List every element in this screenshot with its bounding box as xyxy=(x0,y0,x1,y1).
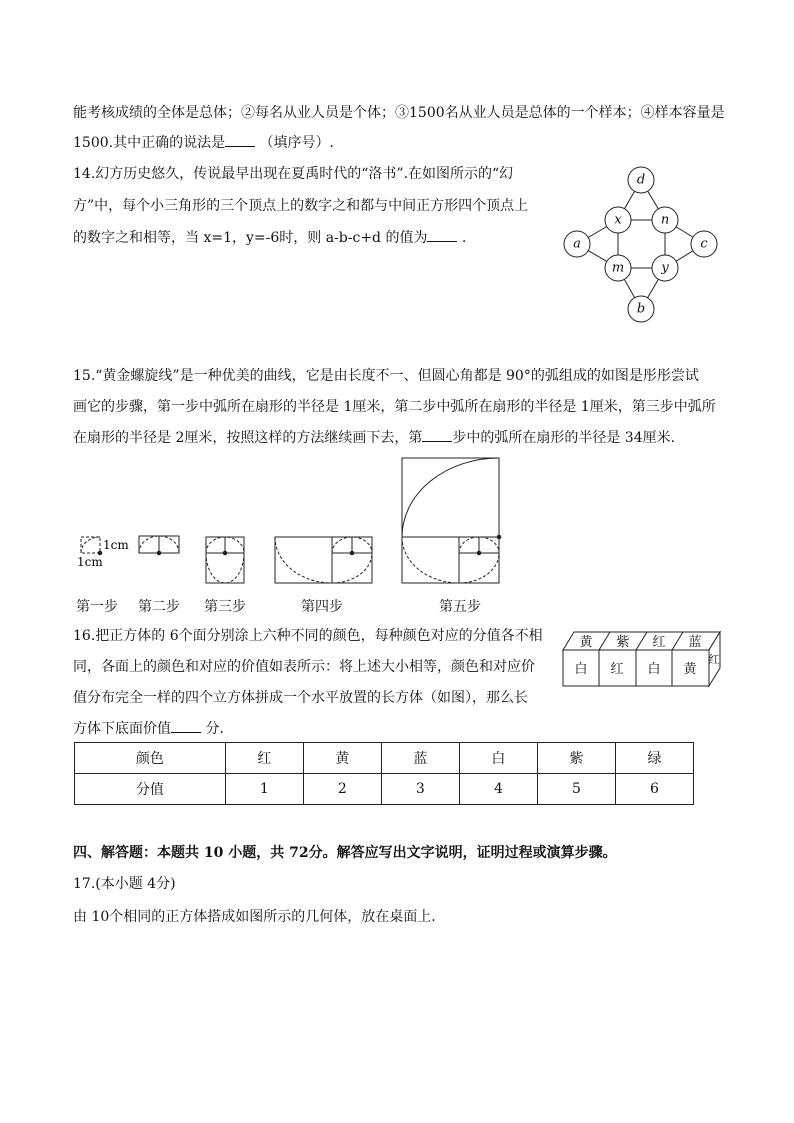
table-cell: 红 xyxy=(225,743,303,774)
q16-line4 xyxy=(73,719,224,739)
golden-spiral-figure xyxy=(70,450,510,590)
q15-line2: 画它的步骤，第一步中弧所在扇形的半径是 1厘米，第二步中弧所在扇形的半径是 1厘米，第三步中弧所 xyxy=(73,399,716,415)
cube-front-3: 白 xyxy=(647,662,661,677)
step4-drawing xyxy=(275,537,372,583)
q16-line2: 同，各面上的颜色和对应的价值如表所示：将上述大小相等，颜色和对应价 xyxy=(73,659,535,675)
q15-answer-blank xyxy=(422,429,452,442)
q17-text: 由 10个相同的正方体搭成如图所示的几何体，放在桌面上. xyxy=(73,909,436,925)
table-cell: 蓝 xyxy=(381,743,459,774)
cube-front-4: 黄 xyxy=(683,662,697,677)
step-label-5: 第五步 xyxy=(439,599,481,615)
q16-answer-blank xyxy=(171,720,201,733)
q16-text-a: 方体下底面价值 xyxy=(73,721,171,737)
step5-drawing xyxy=(402,458,501,583)
cube-top-2: 紫 xyxy=(616,635,630,650)
table-row xyxy=(75,743,694,774)
q17-title: 17.(本小题 4分) xyxy=(73,876,176,892)
q14-line2: 方”中，每个小三角形的三个顶点上的数字之和都与中间正方形四个顶点上 xyxy=(73,198,529,214)
cube-top-3: 红 xyxy=(652,635,666,650)
q13-text-a: 1500.其中正确的说法是 xyxy=(73,135,226,151)
table-cell: 6 xyxy=(615,774,693,805)
table-row xyxy=(75,774,694,805)
q16-text-b: 分. xyxy=(201,721,224,737)
q13-line2 xyxy=(73,133,334,153)
q14-text-b: . xyxy=(457,230,467,246)
node-y-label: y xyxy=(661,260,669,276)
cube-front-1: 白 xyxy=(574,662,588,677)
table-cell: 5 xyxy=(537,774,615,805)
node-x-label: x xyxy=(614,212,622,228)
node-a-label: a xyxy=(573,236,581,252)
q14-text-a: 的数字之和相等，当 x=1，y=-6时，则 a-b-c+d 的值为 xyxy=(73,230,428,246)
cube-side: 红 xyxy=(708,653,720,666)
cube-front-2: 红 xyxy=(610,662,624,677)
node-m-label: m xyxy=(611,260,625,276)
q15-line1: 15.“黄金螺旋线”是一种优美的曲线，它是由长度不一、但圆心角都是 90°的弧组成的如图是彤彤尝试 xyxy=(73,368,699,384)
q14-line1: 14.幻方历史悠久，传说最早出现在夏禹时代的“洛书”.在如图所示的“幻 xyxy=(73,166,514,182)
table-cell: 白 xyxy=(459,743,537,774)
cube-top-1: 黄 xyxy=(579,635,593,650)
step-label-2: 第二步 xyxy=(138,599,180,615)
step1-unit-bottom: 1cm xyxy=(77,555,103,569)
node-b-label: b xyxy=(636,301,646,317)
section4-heading: 四、解答题：本题共 10 小题，共 72分。解答应写出文字说明，证明过程或演算步骤。 xyxy=(73,845,617,861)
step-label-3: 第三步 xyxy=(204,599,246,615)
table-cell: 绿 xyxy=(615,743,693,774)
table-cell: 颜色 xyxy=(75,743,226,774)
q15-line3 xyxy=(73,428,675,448)
step-label-1: 第一步 xyxy=(76,599,118,615)
table-cell: 4 xyxy=(459,774,537,805)
step-label-4: 第四步 xyxy=(301,599,343,615)
step3-drawing xyxy=(206,537,244,583)
q14-line3 xyxy=(73,228,466,248)
table-cell: 2 xyxy=(303,774,381,805)
q15-text-b: 步中的弧所在扇形的半径是 34厘米. xyxy=(452,430,676,446)
q13-line1: 能考核成绩的全体是总体；②每名从业人员是个体；③1500名从业人员是总体的一个样本；④样本容量是 xyxy=(73,105,725,121)
q13-text-b: （填序号）. xyxy=(255,135,334,151)
node-n-label: n xyxy=(660,212,670,228)
step1-drawing xyxy=(81,537,102,555)
table-cell: 分值 xyxy=(75,774,226,805)
cuboid-figure xyxy=(555,628,725,690)
q16-line1: 16.把正方体的 6个面分别涂上六种不同的颜色，每种颜色对应的分值各不相 xyxy=(73,628,543,644)
q15-text-a: 在扇形的半径是 2厘米，按照这样的方法继续画下去，第 xyxy=(73,430,423,446)
table-cell: 紫 xyxy=(537,743,615,774)
magic-square-figure xyxy=(555,160,730,330)
q14-answer-blank xyxy=(427,229,457,242)
q16-line3: 值分布完全一样的四个立方体拼成一个水平放置的长方体（如图），那么长 xyxy=(73,690,528,706)
color-score-table xyxy=(74,742,694,805)
table-cell: 黄 xyxy=(303,743,381,774)
cube-top-4: 蓝 xyxy=(688,635,702,650)
node-c-label: c xyxy=(700,236,708,252)
q13-answer-blank xyxy=(225,134,255,147)
table-cell: 1 xyxy=(225,774,303,805)
step2-drawing xyxy=(139,536,179,555)
node-d-label: d xyxy=(636,172,646,188)
step1-unit-right: 1cm xyxy=(103,538,129,552)
table-cell: 3 xyxy=(381,774,459,805)
